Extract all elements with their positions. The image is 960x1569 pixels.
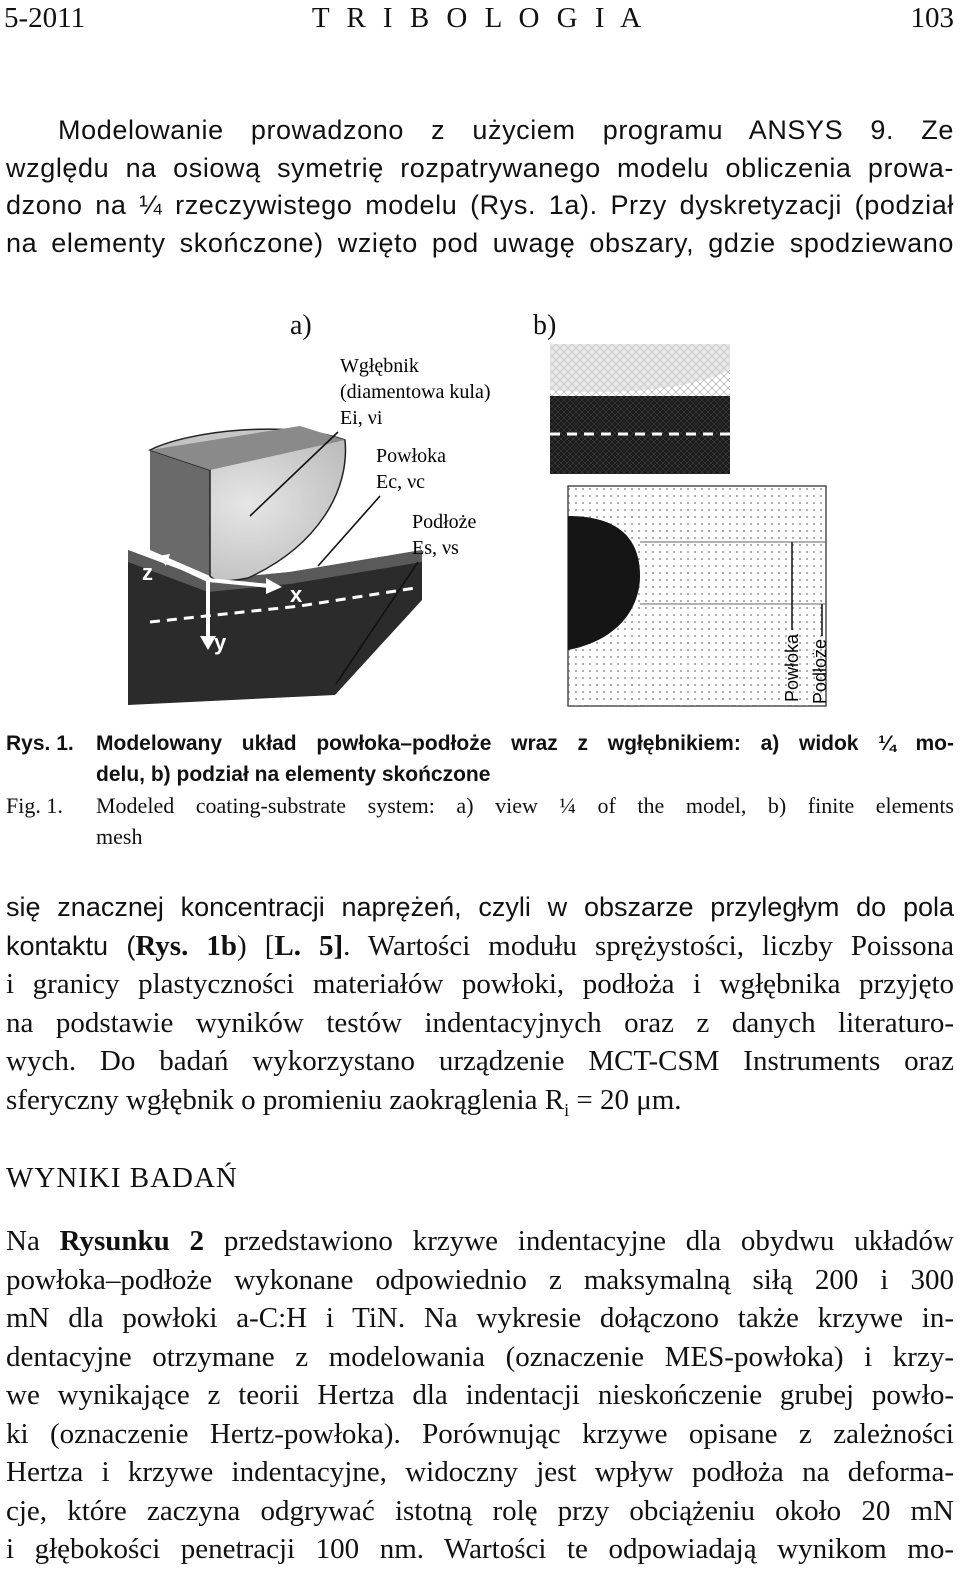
axis-x-label: x (290, 582, 303, 607)
caption-label: Rys. 1. (6, 732, 74, 755)
caption-line: delu, b) podział na elementy skończone (96, 763, 491, 786)
page-number: 103 (910, 2, 954, 34)
axis-y-label: y (214, 630, 227, 655)
text-run: sferyczny wgłębnik o promieniu zaokrąglenia R (6, 1083, 565, 1116)
subfigure-label-a: a) (290, 310, 312, 341)
substrate-label: Podłoże (412, 511, 477, 533)
results-paragraph (6, 1222, 954, 1569)
coating-params-label: Ec, νc (376, 471, 426, 493)
literature-reference: L. 5] (274, 929, 344, 962)
text-line: na podstawie wyników testów indentacyjnych oraz z danych literaturo- (6, 1006, 954, 1039)
mesh-substrate-label: Podłoże (810, 638, 830, 704)
text-line: powłoka–podłoże wykonane odpowiednio z maksymalną siłą 200 i 300 (6, 1263, 954, 1296)
coating-label: Powłoka (376, 445, 446, 467)
text-run: kontaktu ( (6, 930, 136, 961)
text-line: we wynikające z teorii Hertza dla indentacji nieskończenie grubej powło- (6, 1379, 954, 1411)
caption-line: Modelowany układ powłoka–podłoże wraz z wgłębnikiem: a) widok ¼ mo- (96, 732, 954, 755)
indenter-params-label: Ei, νi (340, 407, 383, 429)
text-line (6, 927, 954, 966)
text-line (6, 1222, 954, 1261)
text-line: cje, które zaczyna odgrywać istotną rolę przy obciążeniu około 20 mN (6, 1494, 954, 1527)
caption-line: Modeled coating-substrate system: a) view ¼ of the model, b) finite elements (96, 793, 954, 818)
text-run: = 20 μm. (569, 1083, 682, 1116)
figure-reference: Rys. 1b (135, 929, 237, 962)
text-line: się znacznej koncentracji naprężeń, czyli w obszarze przyległym do pola (6, 892, 954, 922)
figure-1 (0, 340, 960, 710)
text-line: i głębokości penetracji 100 nm. Wartości te odpowiadają wynikom mo- (6, 1533, 954, 1565)
text-line: wych. Do badań wykorzystano urządzenie MCT-CSM Instruments oraz (6, 1045, 954, 1077)
text-run: ) [ (237, 929, 275, 962)
figure-reference: Rysunku 2 (59, 1225, 205, 1257)
text-line: dzono na ¼ rzeczywistego modelu (Rys. 1a). Przy dyskretyzacji (podział (6, 190, 954, 220)
text-line: dentacyjne otrzymane z modelowania (oznaczenie MES-powłoka) i krzy- (6, 1340, 954, 1373)
section-heading: WYNIKI BADAŃ (6, 1162, 238, 1194)
text-line: Modelowanie prowadzono z użyciem programu ANSYS 9. Ze (58, 115, 954, 145)
text-run: Na (6, 1225, 60, 1257)
methods-paragraph (6, 888, 954, 1119)
indenter-label: Wgłębnik (340, 355, 419, 377)
text-line: ki (oznaczenie Hertz-powłoka). Porównując krzywe opisane z zależności (6, 1417, 954, 1450)
text-line (6, 1081, 954, 1120)
intro-paragraph (6, 112, 954, 262)
axis-z-label: z (142, 560, 153, 585)
text-line: mN dla powłoki a-C:H i TiN. Na wykresie dołączono także krzywe in- (6, 1302, 954, 1334)
fem-mesh-view (550, 344, 830, 706)
mesh-coating-label: Powłoka (782, 633, 802, 702)
text-line: Hertza i krzywe indentacyjne, widoczny jest wpływ podłoża na deforma- (6, 1456, 954, 1488)
figure-caption-english (6, 790, 954, 852)
figure-caption-polish (6, 728, 954, 790)
subfigure-label-b: b) (533, 310, 557, 341)
text-run: przedstawiono krzywe indentacyjne dla obydwu układów (204, 1225, 954, 1257)
text-line: na elementy skończone) wzięto pod uwagę obszary, gdzie spodziewano (6, 227, 954, 258)
journal-title: T R I B O L O G I A (311, 2, 647, 34)
substrate-params-label: Es, νs (412, 537, 459, 559)
text-run: . Wartości modułu sprężystości, liczby Poissona (343, 929, 954, 962)
caption-line: mesh (96, 824, 143, 849)
text-line: i granicy plastyczności materiałów powłoki, podłoża i wgłębnika przyjęto (6, 968, 954, 1000)
page-header (4, 2, 954, 36)
journal-issue: 5-2011 (4, 2, 86, 34)
indenter-material-label: (diamentowa kula) (340, 381, 491, 403)
subscript: i (564, 1099, 570, 1119)
model-3d-view (128, 355, 491, 705)
caption-label: Fig. 1. (6, 793, 63, 818)
text-line: względu na osiową symetrię rozpatrywanego modelu obliczenia prowa- (6, 152, 954, 183)
